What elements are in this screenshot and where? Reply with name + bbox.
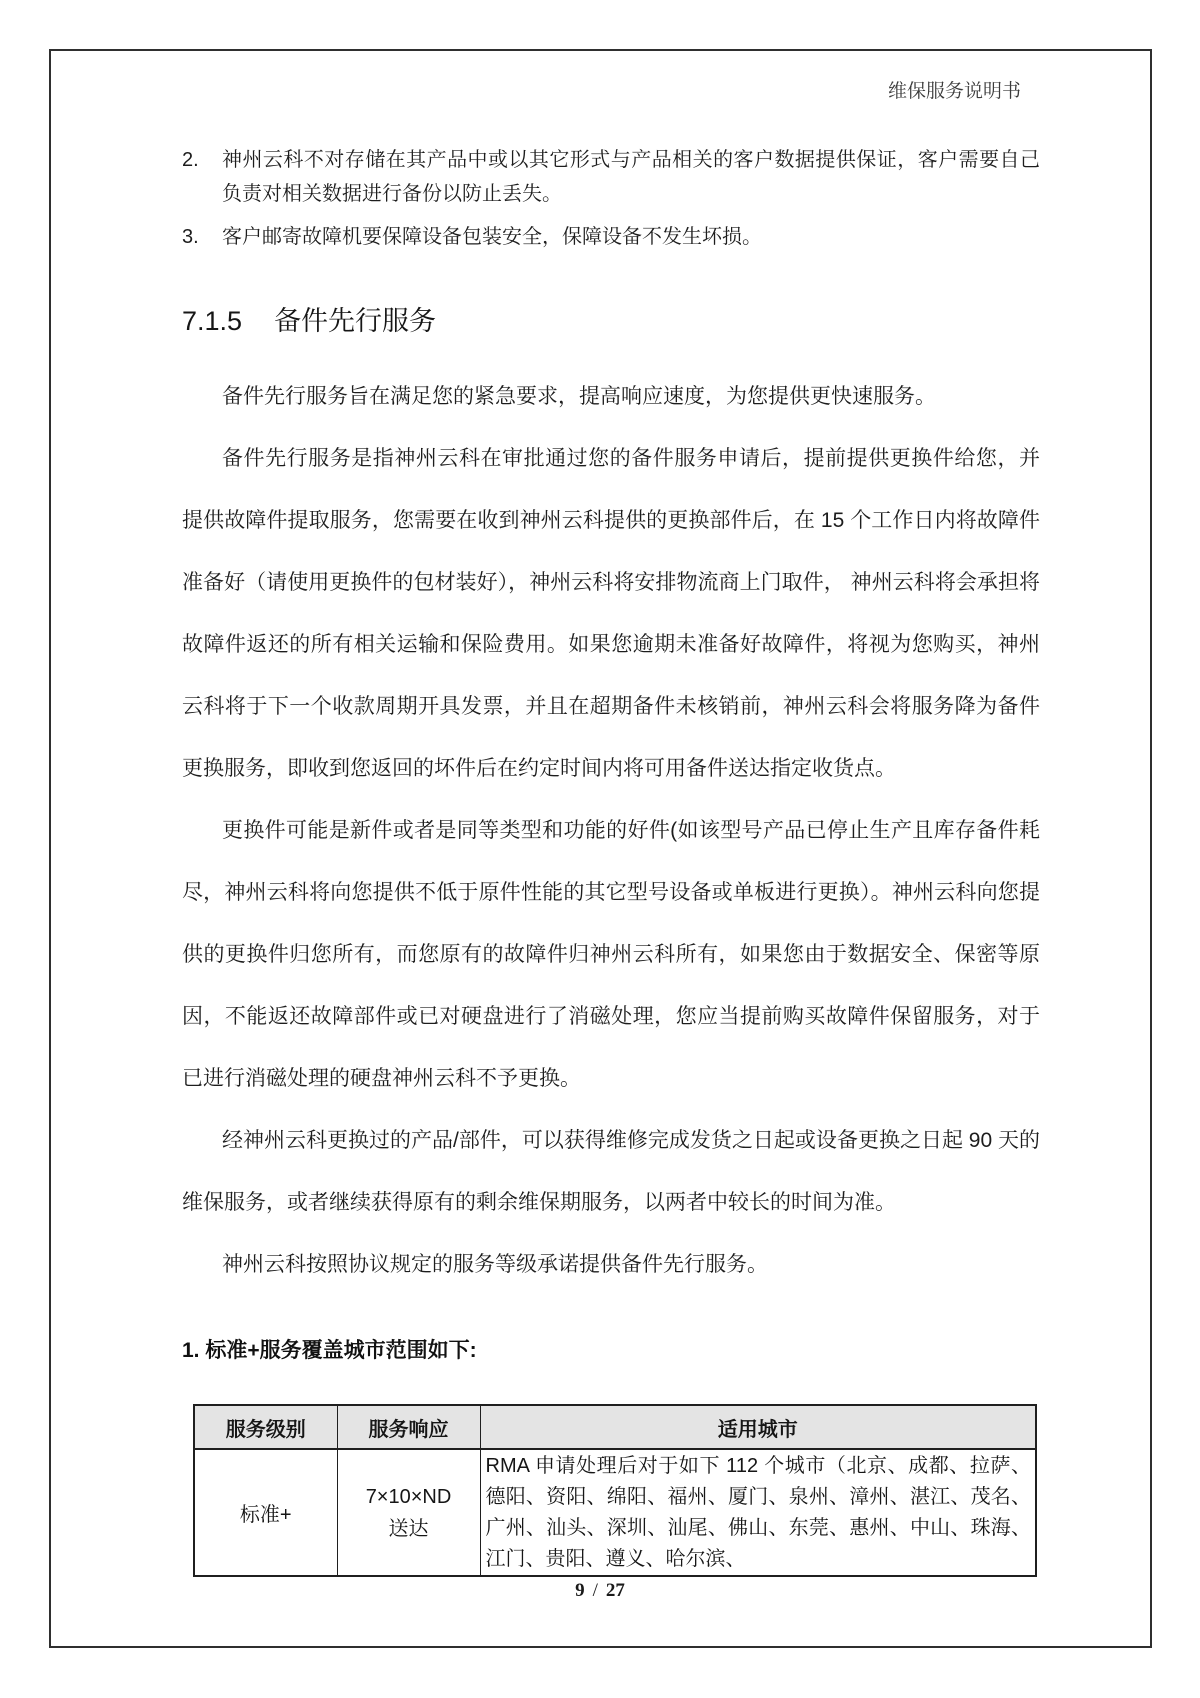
section-number: 7.1.5 [182, 306, 243, 336]
paragraph: 备件先行服务旨在满足您的紧急要求，提高响应速度，为您提供更快速服务。 [222, 385, 936, 408]
table-row [194, 1449, 1036, 1576]
section-heading [182, 303, 436, 339]
current-page-number: 9 [575, 1580, 585, 1601]
list-item-text: 神州云科不对存储在其产品中或以其它形式与产品相关的客户数据提供保证，客户需要自己负责对相关数据进行备份以防止丢失。 [222, 149, 1040, 205]
column-header-service-response: 服务响应 [337, 1405, 480, 1449]
paragraph: 经神州云科更换过的产品/部件，可以获得维修完成发货之日起或设备更换之日起 90 天的维保服务，或者继续获得原有的剩余维保期服务，以两者中较长的时间为准。 [182, 1129, 1040, 1214]
list-item-number: 2. [182, 149, 199, 171]
response-line: 7×10×ND [365, 1485, 452, 1508]
response-line: 送达 [388, 1517, 429, 1540]
page-header-title: 维保服务说明书 [887, 81, 1021, 102]
column-header-applicable-cities: 适用城市 [480, 1405, 1036, 1449]
cell-service-level: 标准+ [194, 1449, 337, 1576]
page-separator: / [592, 1580, 598, 1601]
numbered-list [182, 143, 1040, 263]
total-page-count: 27 [605, 1580, 625, 1601]
section-title: 备件先行服务 [274, 306, 437, 336]
cell-service-response [337, 1449, 480, 1576]
paragraph: 更换件可能是新件或者是同等类型和功能的好件(如该型号产品已停止生产且库存备件耗尽，神州云科将向您提供不低于原件性能的其它型号设备或单板进行更换）。神州云科向您提供的更换件归您所有，而您原有的故障件归神州云科所有，如果您由于数据安全、保密等原因，不能返还故障部件或已对硬盘进行了消磁处理，您应当提前购买故障件保留服务，对于已进行消磁处理的硬盘神州云科不予更换。 [182, 819, 1040, 1090]
service-coverage-table [193, 1404, 1037, 1577]
body-text-block [182, 366, 1040, 1296]
table-header-row [194, 1405, 1036, 1449]
paragraph: 神州云科按照协议规定的服务等级承诺提供备件先行服务。 [222, 1253, 768, 1276]
cell-applicable-cities: RMA 申请处理后对于如下 112 个城市（北京、成都、拉萨、德阳、资阳、绵阳、福州、厦门、泉州、漳州、湛江、茂名、广州、汕头、深圳、汕尾、佛山、东莞、惠州、中山、珠海、江门、贵阳、遵义、哈尔滨、 [480, 1449, 1036, 1576]
list-item-text: 客户邮寄故障机要保障设备包装安全，保障设备不发生坏损。 [222, 226, 762, 248]
list-item [182, 143, 1040, 211]
list-item [182, 220, 1040, 254]
coverage-subheading: 1. 标准+服务覆盖城市范围如下: [182, 1339, 477, 1362]
paragraph: 备件先行服务是指神州云科在审批通过您的备件服务申请后，提前提供更换件给您，并提供故障件提取服务，您需要在收到神州云科提供的更换部件后，在 15 个工作日内将故障件准备好（请使用更换件的包材装好），神州云科将安排物流商上门取件， 神州云科将会承担将故障件返还的所有相关运输和保险费用。如果您逾期未准备好故障件，将视为您购买，神州云科将于下一个收款周期开具发票，并且在超期备件未核销前，神州云科会将服务降为备件更换服务，即收到您返回的坏件后在约定时间内将可用备件送达指定收货点。 [182, 447, 1040, 780]
list-item-number: 3. [182, 226, 199, 248]
page-footer [0, 1580, 1200, 1602]
column-header-service-level: 服务级别 [194, 1405, 337, 1449]
